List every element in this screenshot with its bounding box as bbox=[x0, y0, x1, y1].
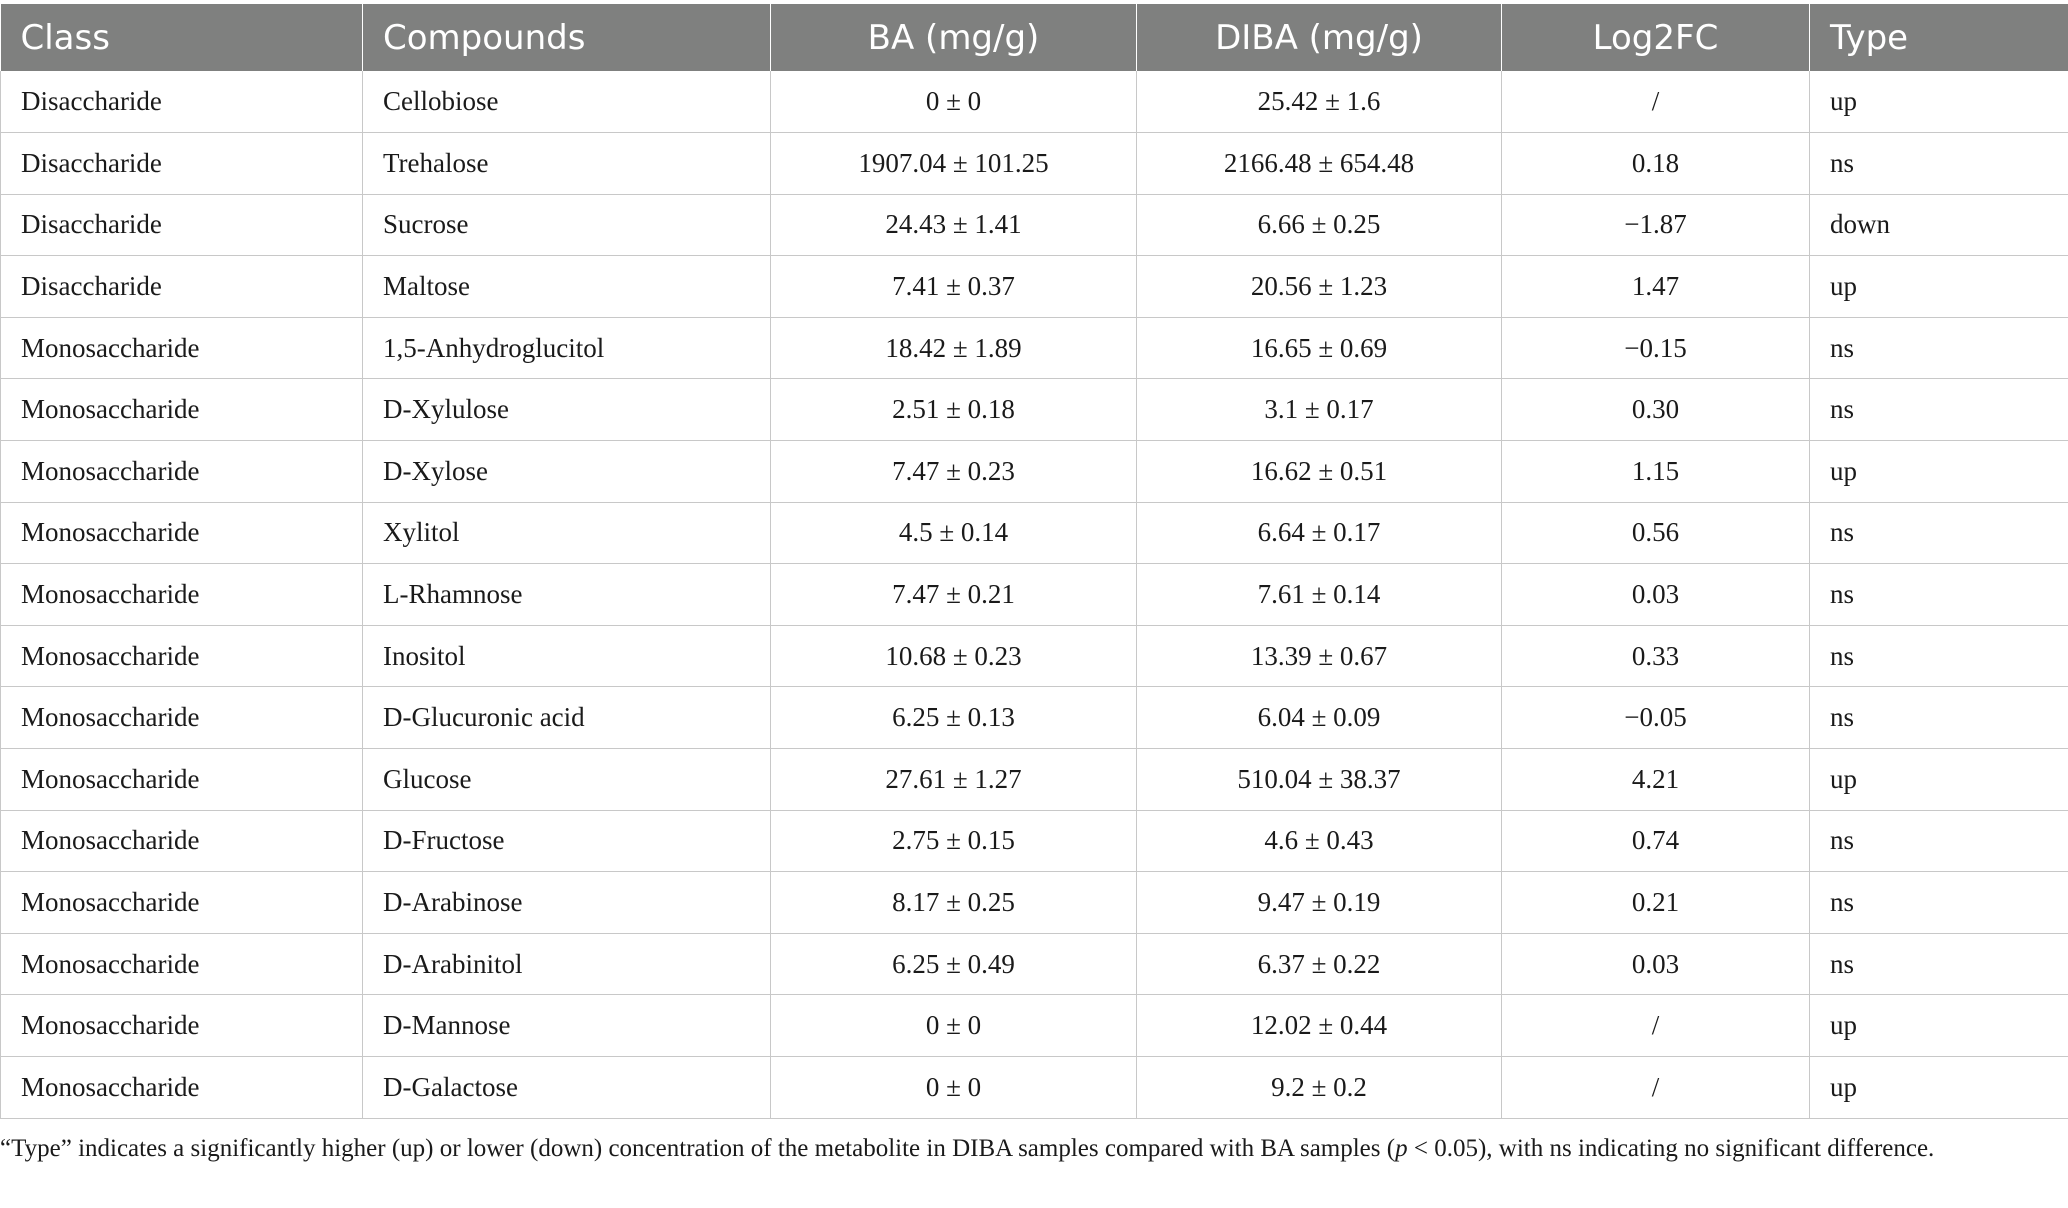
header-log2fc: Log2FC bbox=[1502, 4, 1810, 71]
cell-ba: 0 ± 0 bbox=[771, 71, 1137, 133]
footnote-p-value-symbol: p bbox=[1395, 1135, 1408, 1162]
table-row bbox=[1, 502, 2068, 564]
cell-compound: 1,5-Anhydroglucitol bbox=[363, 317, 771, 379]
cell-type: up bbox=[1810, 71, 2068, 133]
cell-class: Disaccharide bbox=[1, 256, 363, 318]
cell-log2fc: / bbox=[1502, 1057, 1810, 1119]
cell-diba: 6.37 ± 0.22 bbox=[1137, 933, 1502, 995]
cell-type: ns bbox=[1810, 317, 2068, 379]
cell-diba: 6.04 ± 0.09 bbox=[1137, 687, 1502, 749]
cell-class: Monosaccharide bbox=[1, 1057, 363, 1119]
cell-type: up bbox=[1810, 749, 2068, 811]
cell-log2fc: 0.18 bbox=[1502, 133, 1810, 195]
cell-compound: D-Xylulose bbox=[363, 379, 771, 441]
header-diba: DIBA (mg/g) bbox=[1137, 4, 1502, 71]
cell-diba: 3.1 ± 0.17 bbox=[1137, 379, 1502, 441]
metabolite-table bbox=[0, 4, 2068, 1119]
cell-diba: 9.2 ± 0.2 bbox=[1137, 1057, 1502, 1119]
cell-ba: 18.42 ± 1.89 bbox=[771, 317, 1137, 379]
cell-compound: Trehalose bbox=[363, 133, 771, 195]
cell-log2fc: −0.05 bbox=[1502, 687, 1810, 749]
cell-ba: 7.41 ± 0.37 bbox=[771, 256, 1137, 318]
cell-compound: D-Xylose bbox=[363, 441, 771, 503]
table-body bbox=[1, 71, 2068, 1118]
cell-compound: Glucose bbox=[363, 749, 771, 811]
table-row bbox=[1, 71, 2068, 133]
table-row bbox=[1, 810, 2068, 872]
cell-class: Monosaccharide bbox=[1, 810, 363, 872]
cell-ba: 27.61 ± 1.27 bbox=[771, 749, 1137, 811]
table-header bbox=[1, 4, 2068, 71]
cell-diba: 25.42 ± 1.6 bbox=[1137, 71, 1502, 133]
cell-type: ns bbox=[1810, 133, 2068, 195]
cell-class: Monosaccharide bbox=[1, 625, 363, 687]
cell-type: ns bbox=[1810, 810, 2068, 872]
cell-diba: 16.62 ± 0.51 bbox=[1137, 441, 1502, 503]
cell-type: down bbox=[1810, 194, 2068, 256]
cell-compound: Xylitol bbox=[363, 502, 771, 564]
cell-class: Monosaccharide bbox=[1, 317, 363, 379]
table-row bbox=[1, 872, 2068, 934]
cell-log2fc: −1.87 bbox=[1502, 194, 1810, 256]
cell-type: ns bbox=[1810, 502, 2068, 564]
cell-class: Monosaccharide bbox=[1, 687, 363, 749]
cell-compound: D-Fructose bbox=[363, 810, 771, 872]
cell-log2fc: 0.56 bbox=[1502, 502, 1810, 564]
table-row bbox=[1, 933, 2068, 995]
cell-type: ns bbox=[1810, 379, 2068, 441]
cell-diba: 6.64 ± 0.17 bbox=[1137, 502, 1502, 564]
cell-class: Monosaccharide bbox=[1, 441, 363, 503]
table-row bbox=[1, 379, 2068, 441]
data-table-container bbox=[0, 4, 2068, 1119]
cell-class: Monosaccharide bbox=[1, 564, 363, 626]
cell-diba: 20.56 ± 1.23 bbox=[1137, 256, 1502, 318]
cell-type: ns bbox=[1810, 933, 2068, 995]
cell-class: Monosaccharide bbox=[1, 995, 363, 1057]
cell-compound: Maltose bbox=[363, 256, 771, 318]
cell-class: Monosaccharide bbox=[1, 872, 363, 934]
table-row bbox=[1, 194, 2068, 256]
table-row bbox=[1, 995, 2068, 1057]
cell-ba: 24.43 ± 1.41 bbox=[771, 194, 1137, 256]
cell-compound: D-Glucuronic acid bbox=[363, 687, 771, 749]
cell-compound: Inositol bbox=[363, 625, 771, 687]
cell-type: up bbox=[1810, 256, 2068, 318]
footnote-text-before: “Type” indicates a significantly higher (up) or lower (down) concentration of the metabolite in DIBA samples compared with BA samples ( bbox=[0, 1135, 1396, 1162]
table-row bbox=[1, 749, 2068, 811]
cell-class: Monosaccharide bbox=[1, 749, 363, 811]
header-class: Class bbox=[1, 4, 363, 71]
table-footnote bbox=[0, 1130, 1980, 1168]
header-row bbox=[1, 4, 2068, 71]
table-row bbox=[1, 256, 2068, 318]
table-row bbox=[1, 687, 2068, 749]
table-row bbox=[1, 133, 2068, 195]
cell-diba: 6.66 ± 0.25 bbox=[1137, 194, 1502, 256]
cell-ba: 7.47 ± 0.21 bbox=[771, 564, 1137, 626]
cell-diba: 4.6 ± 0.43 bbox=[1137, 810, 1502, 872]
table-row bbox=[1, 564, 2068, 626]
cell-diba: 13.39 ± 0.67 bbox=[1137, 625, 1502, 687]
cell-compound: Cellobiose bbox=[363, 71, 771, 133]
cell-compound: Sucrose bbox=[363, 194, 771, 256]
cell-class: Monosaccharide bbox=[1, 502, 363, 564]
cell-ba: 10.68 ± 0.23 bbox=[771, 625, 1137, 687]
cell-diba: 510.04 ± 38.37 bbox=[1137, 749, 1502, 811]
cell-ba: 2.51 ± 0.18 bbox=[771, 379, 1137, 441]
table-row bbox=[1, 441, 2068, 503]
cell-log2fc: 4.21 bbox=[1502, 749, 1810, 811]
cell-log2fc: 0.30 bbox=[1502, 379, 1810, 441]
cell-class: Monosaccharide bbox=[1, 379, 363, 441]
cell-compound: D-Arabinose bbox=[363, 872, 771, 934]
cell-log2fc: 0.03 bbox=[1502, 564, 1810, 626]
cell-log2fc: 1.15 bbox=[1502, 441, 1810, 503]
cell-diba: 12.02 ± 0.44 bbox=[1137, 995, 1502, 1057]
header-compounds: Compounds bbox=[363, 4, 771, 71]
cell-ba: 6.25 ± 0.13 bbox=[771, 687, 1137, 749]
cell-diba: 7.61 ± 0.14 bbox=[1137, 564, 1502, 626]
cell-log2fc: 0.74 bbox=[1502, 810, 1810, 872]
cell-ba: 1907.04 ± 101.25 bbox=[771, 133, 1137, 195]
cell-ba: 8.17 ± 0.25 bbox=[771, 872, 1137, 934]
cell-log2fc: −0.15 bbox=[1502, 317, 1810, 379]
cell-class: Monosaccharide bbox=[1, 933, 363, 995]
table-row bbox=[1, 1057, 2068, 1119]
table-row bbox=[1, 317, 2068, 379]
cell-compound: L-Rhamnose bbox=[363, 564, 771, 626]
cell-log2fc: / bbox=[1502, 71, 1810, 133]
cell-compound: D-Arabinitol bbox=[363, 933, 771, 995]
cell-log2fc: 0.33 bbox=[1502, 625, 1810, 687]
cell-class: Disaccharide bbox=[1, 133, 363, 195]
cell-log2fc: / bbox=[1502, 995, 1810, 1057]
cell-type: ns bbox=[1810, 564, 2068, 626]
cell-ba: 6.25 ± 0.49 bbox=[771, 933, 1137, 995]
cell-type: ns bbox=[1810, 687, 2068, 749]
cell-type: up bbox=[1810, 441, 2068, 503]
cell-class: Disaccharide bbox=[1, 71, 363, 133]
cell-diba: 16.65 ± 0.69 bbox=[1137, 317, 1502, 379]
cell-log2fc: 0.21 bbox=[1502, 872, 1810, 934]
cell-compound: D-Galactose bbox=[363, 1057, 771, 1119]
cell-type: ns bbox=[1810, 625, 2068, 687]
cell-ba: 7.47 ± 0.23 bbox=[771, 441, 1137, 503]
cell-class: Disaccharide bbox=[1, 194, 363, 256]
cell-diba: 2166.48 ± 654.48 bbox=[1137, 133, 1502, 195]
table-row bbox=[1, 625, 2068, 687]
cell-ba: 0 ± 0 bbox=[771, 1057, 1137, 1119]
cell-diba: 9.47 ± 0.19 bbox=[1137, 872, 1502, 934]
cell-log2fc: 0.03 bbox=[1502, 933, 1810, 995]
header-type: Type bbox=[1810, 4, 2068, 71]
cell-ba: 0 ± 0 bbox=[771, 995, 1137, 1057]
cell-ba: 2.75 ± 0.15 bbox=[771, 810, 1137, 872]
header-ba: BA (mg/g) bbox=[771, 4, 1137, 71]
cell-compound: D-Mannose bbox=[363, 995, 771, 1057]
cell-type: up bbox=[1810, 995, 2068, 1057]
cell-type: up bbox=[1810, 1057, 2068, 1119]
footnote-text-after: < 0.05), with ns indicating no significant difference. bbox=[1407, 1135, 1935, 1162]
cell-log2fc: 1.47 bbox=[1502, 256, 1810, 318]
cell-type: ns bbox=[1810, 872, 2068, 934]
cell-ba: 4.5 ± 0.14 bbox=[771, 502, 1137, 564]
